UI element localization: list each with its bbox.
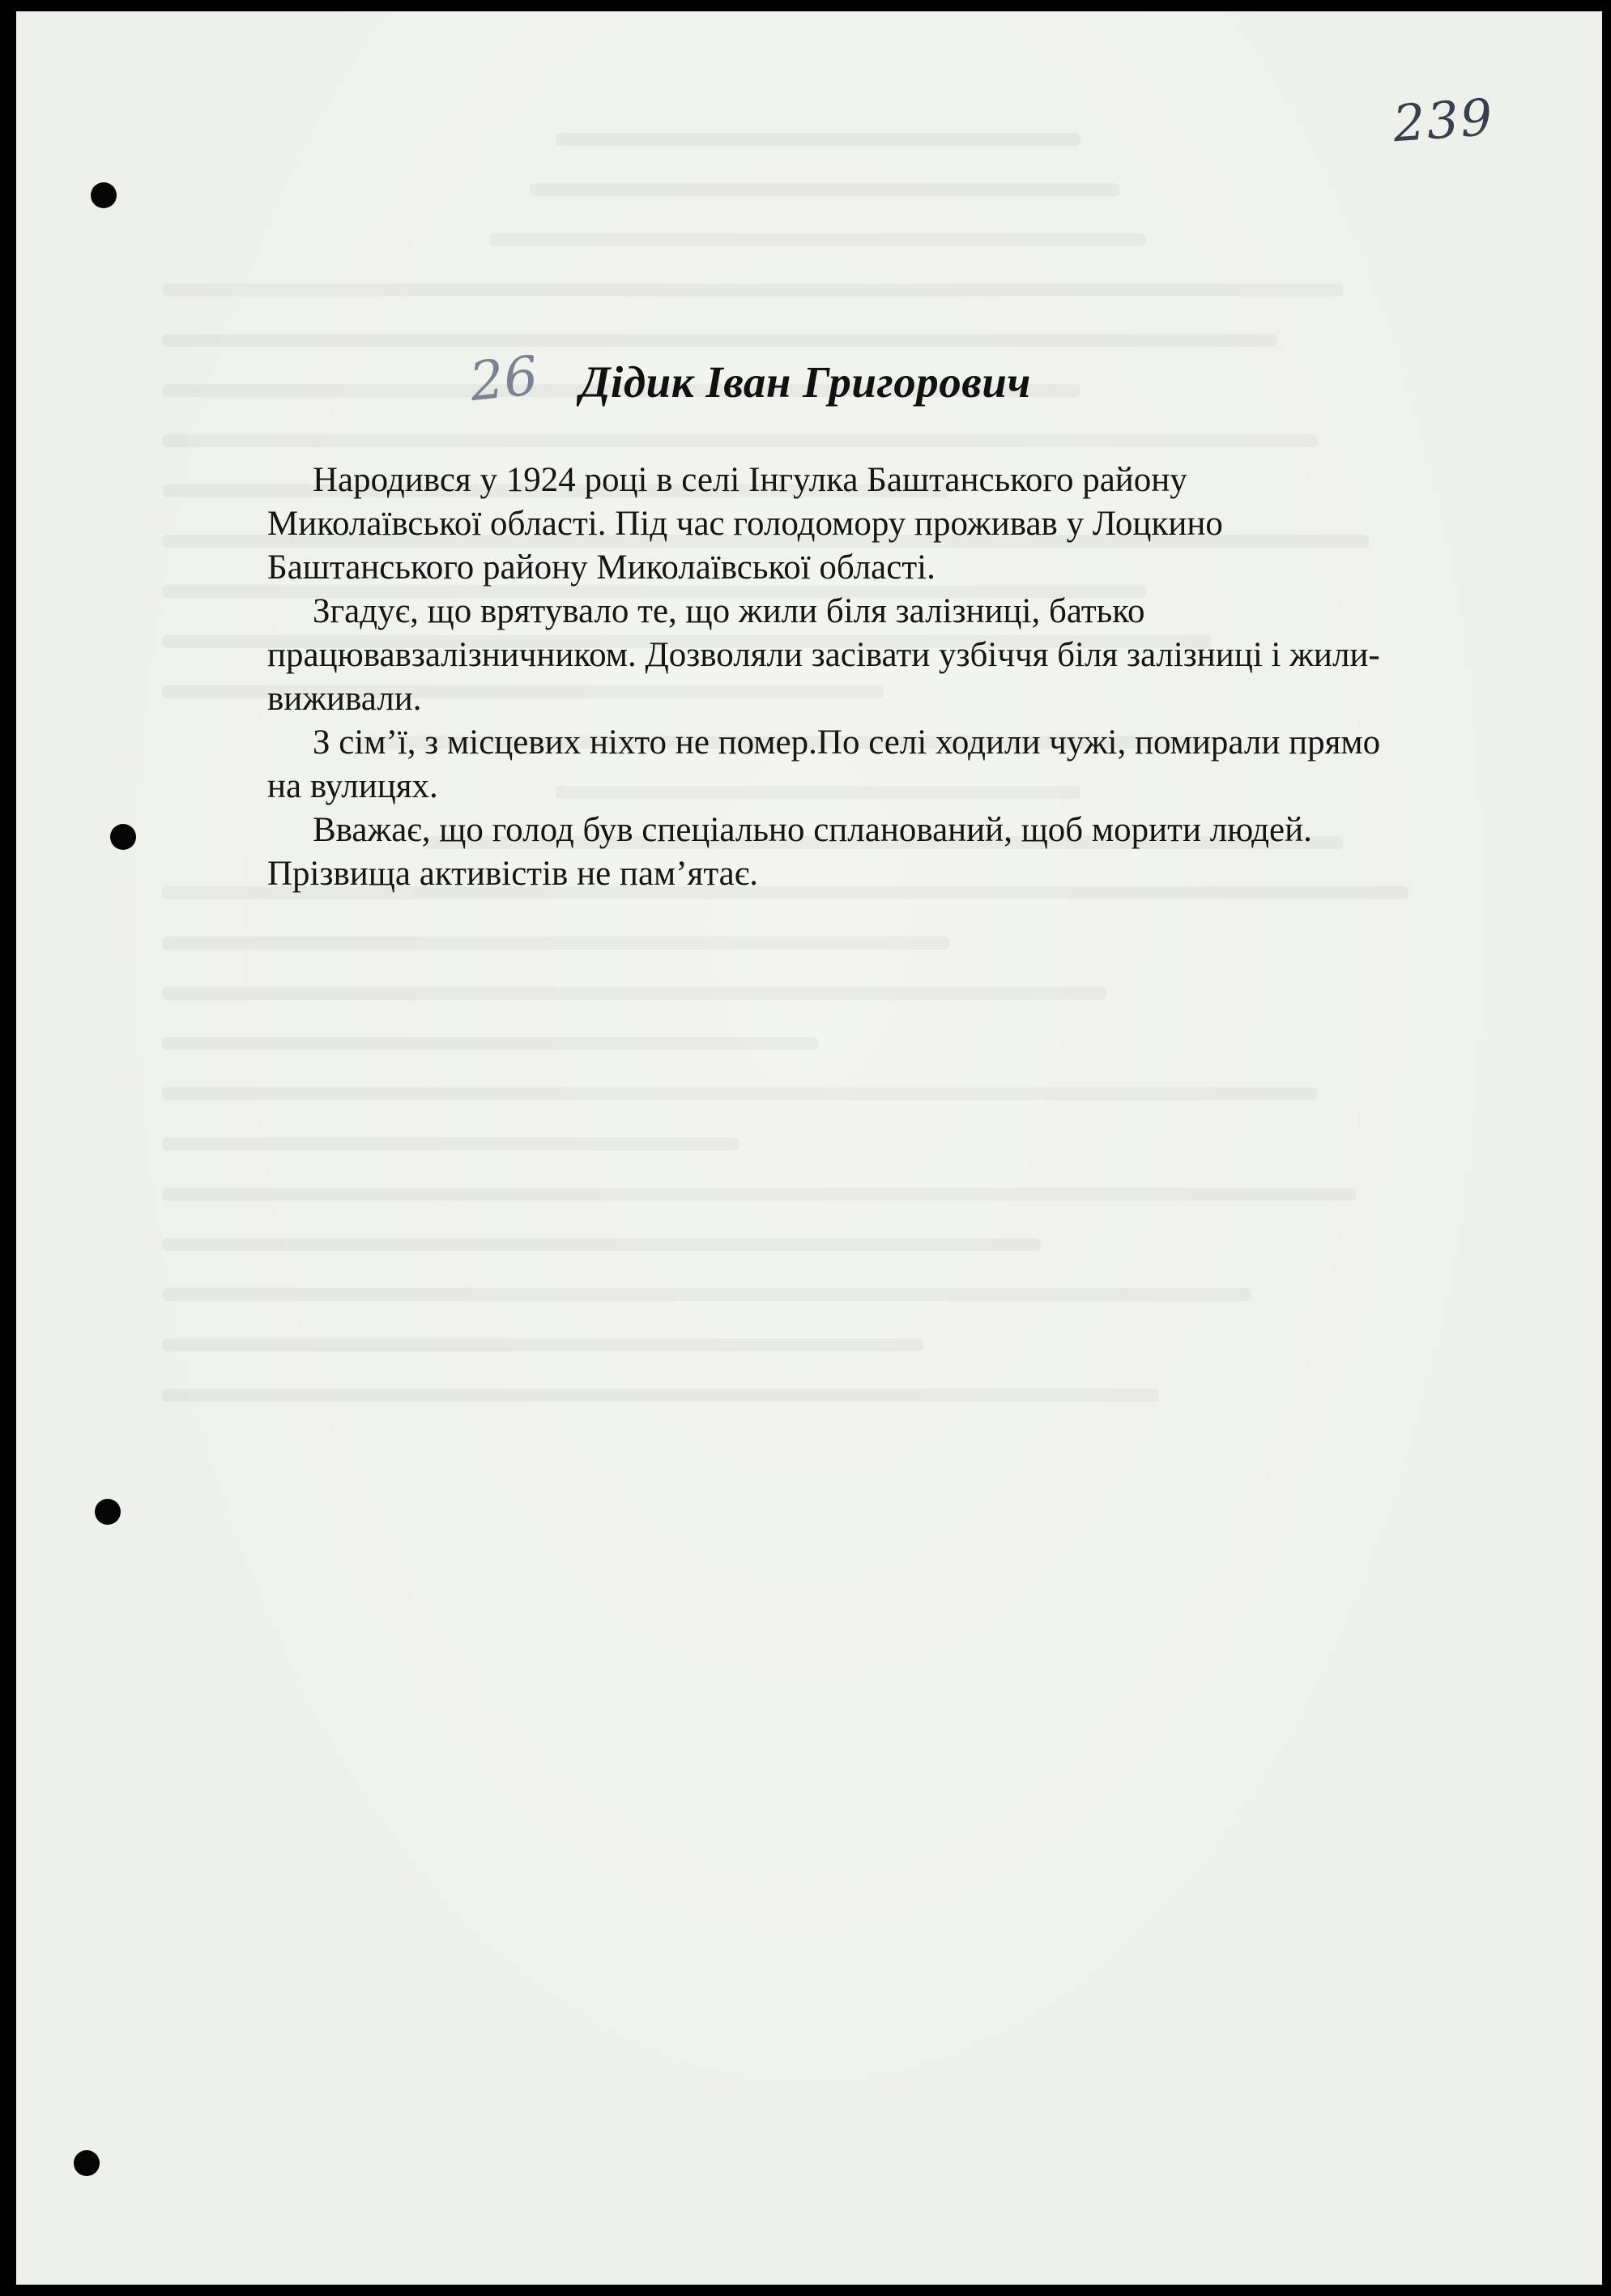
- paragraph: Згадує, що врятувало те, що жили біля залізниці, батько працювавзалізничником. Дозволяли засівати узбіччя біля залізниці і жили-виживали.: [267, 592, 1380, 718]
- punch-hole: [91, 182, 117, 208]
- entry-heading: [467, 344, 1031, 414]
- handwritten-entry-number: 26: [467, 344, 541, 414]
- punch-hole: [74, 2150, 100, 2176]
- document-page: [16, 11, 1602, 2285]
- paragraph: Народився у 1924 році в селі Інгулка Баштанського району Миколаївської області. Під час голодомору проживав у Лоцкино Баштанського району Миколаївської області.: [267, 461, 1223, 587]
- paragraph: З сім’ї, з місцевих ніхто не помер.По селі ходили чужі, помирали прямо на вулицях.: [267, 723, 1381, 805]
- paragraph: Вважає, що голод був спеціально спланований, щоб морити людей. Прізвища активістів не пам’ятає.: [267, 811, 1312, 893]
- person-name-title: Дідик Іван Григорович: [579, 357, 1031, 407]
- handwritten-page-number: 239: [1391, 87, 1496, 154]
- punch-hole: [95, 1499, 121, 1525]
- punch-hole: [110, 824, 136, 850]
- testimony-body: [267, 459, 1393, 896]
